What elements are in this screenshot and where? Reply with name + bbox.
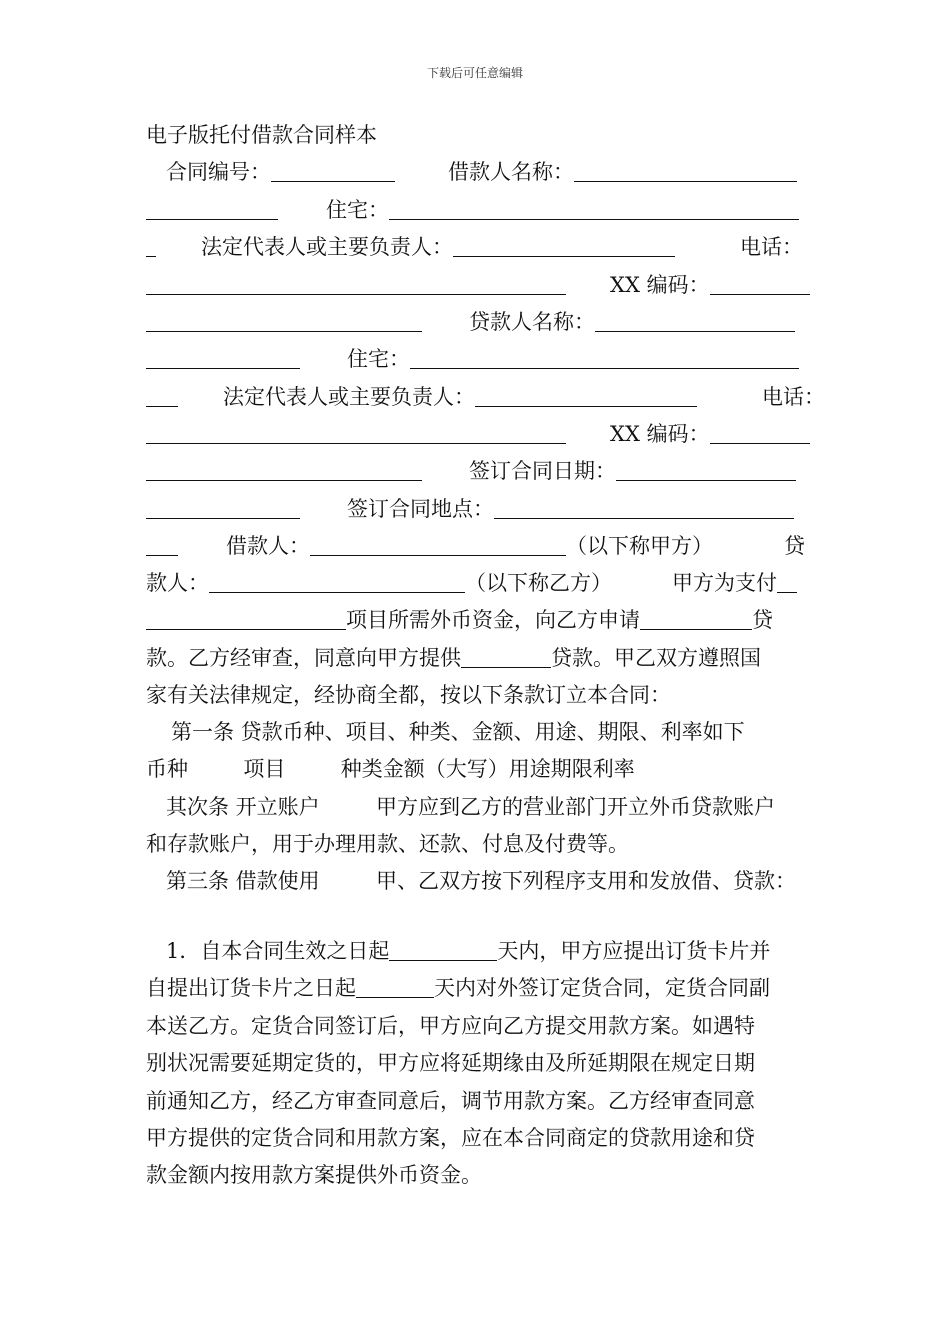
lender-name-row (146, 307, 422, 337)
contract-no-blank[interactable] (271, 159, 395, 182)
approval-row (146, 643, 761, 673)
col-currency: 币种 (146, 757, 188, 781)
party-a-pay-text: 甲方为支付 (672, 571, 777, 595)
lender-postcode-field (610, 419, 810, 449)
item-1-days-blank-2[interactable] (356, 975, 434, 998)
borrower-phone-row (146, 270, 566, 300)
lender-postcode-blank-cont[interactable] (146, 458, 422, 481)
project-text-end: 贷 (752, 608, 773, 632)
borrower-legal-rep-blank[interactable] (453, 234, 675, 257)
col-others: 种类金额（大写）用途期限利率 (340, 757, 635, 781)
item-1-text-a: 自本合同生效之日起 (200, 939, 390, 963)
sign-place-label: 签订合同地点： (347, 497, 494, 521)
borrower-legal-rep-field (201, 232, 675, 262)
project-text: 项目所需外币资金，向乙方申请 (346, 608, 640, 632)
borrower-label: 借款人： (226, 534, 310, 558)
item-1-line-7: 款金额内按用款方案提供外币资金。 (146, 1163, 482, 1187)
item-1-first-line (166, 936, 770, 966)
borrower-phone-blank[interactable] (146, 272, 566, 295)
item-1-line-6: 甲方提供的定货合同和用款方案，应在本合同商定的贷款用途和贷 (146, 1126, 755, 1150)
borrower-residence-label: 住宅： (326, 198, 389, 222)
sign-date-blank[interactable] (616, 458, 796, 481)
lender-residence-blank[interactable] (410, 346, 799, 369)
borrower-party-row (146, 531, 178, 561)
col-project: 项目 (243, 757, 286, 781)
borrower-legal-rep-row (146, 232, 156, 262)
article-2-text: 甲方应到乙方的营业部门开立外币贷款账户 (376, 795, 775, 819)
sign-date-blank-cont[interactable] (146, 496, 300, 519)
approved-amount-blank[interactable] (461, 645, 551, 668)
party-a-pay-field (672, 568, 797, 598)
item-1-text-d: 天内对外签订定货合同，定货合同副 (434, 976, 770, 1000)
borrower-postcode-label: XX 编码： (610, 273, 710, 297)
lender-label: 款人： (146, 571, 209, 595)
project-blank[interactable] (146, 607, 346, 630)
approval-text: 款。乙方经审查，同意向甲方提供 (146, 646, 461, 670)
sign-place-blank-cont[interactable] (146, 533, 178, 556)
borrower-blank[interactable] (310, 533, 566, 556)
sign-place-field (347, 494, 794, 524)
article-1: 第一条 贷款币种、项目、种类、金额、用途、期限、利率如下 (171, 720, 745, 744)
borrower-residence-field (326, 195, 799, 225)
lender-blank[interactable] (209, 570, 465, 593)
sign-place-blank[interactable] (494, 496, 794, 519)
lender-name-label: 贷款人名称： (469, 310, 595, 334)
lender-residence-row (146, 344, 300, 374)
borrower-legal-rep-label: 法定代表人或主要负责人： (201, 235, 453, 259)
item-1-second-line (146, 973, 770, 1003)
borrower-name-blank[interactable] (574, 159, 797, 182)
item-1-text-c: 自提出订货卡片之日起 (146, 976, 356, 1000)
article-2-title: 其次条 开立账户 (166, 795, 320, 819)
lender-party-row (146, 568, 612, 598)
lender-phone-label: 电话： (762, 385, 825, 409)
lender-first-char: 贷 (784, 534, 805, 558)
lender-postcode-label: XX 编码： (610, 422, 710, 446)
sign-date-field (469, 456, 796, 486)
contract-no-label: 合同编号： (166, 160, 271, 184)
party-a-pay-blank[interactable] (777, 570, 797, 593)
borrower-postcode-blank-cont[interactable] (146, 309, 422, 332)
article-2-text-cont: 和存款账户，用于办理用款、还款、付息及付费等。 (146, 832, 629, 856)
item-1-number: 1． (166, 939, 201, 963)
lender-legal-rep-field (223, 382, 697, 412)
sign-date-label: 签订合同日期： (469, 459, 616, 483)
borrower-party-field (226, 531, 713, 561)
lender-phone-row (146, 419, 566, 449)
lender-legal-rep-label: 法定代表人或主要负责人： (223, 385, 475, 409)
lender-phone-blank[interactable] (146, 421, 566, 444)
sign-date-row (146, 456, 422, 486)
item-1-days-blank[interactable] (389, 938, 497, 961)
item-1-line-4: 别状况需要延期定货的，甲方应将延期缘由及所延期限在规定日期 (146, 1051, 755, 1075)
article-3-text: 甲、乙双方按下列程序支用和发放借、贷款： (376, 869, 796, 893)
lender-postcode-blank[interactable] (710, 421, 810, 444)
borrower-residence-blank[interactable] (389, 197, 799, 220)
borrower-name-blank-cont[interactable] (146, 197, 278, 220)
lender-name-blank[interactable] (595, 309, 795, 332)
borrower-phone-label: 电话： (740, 235, 803, 259)
lender-residence-label: 住宅： (347, 347, 410, 371)
lender-residence-blank-cont[interactable] (146, 384, 178, 407)
lender-name-blank-cont[interactable] (146, 346, 300, 369)
page-header: 下载后可任意编辑 (426, 66, 523, 80)
agreement-text: 家有关法律规定，经协商全都，按以下条款订立本合同： (146, 683, 671, 707)
borrower-residence-blank-cont[interactable] (146, 234, 156, 257)
article-1-columns (146, 754, 635, 784)
contract-no-row (166, 157, 395, 187)
borrower-name-row (448, 157, 797, 187)
party-b-note: （以下称乙方） (465, 571, 612, 595)
lender-residence-field (347, 344, 799, 374)
approval-text-end: 贷款。甲乙双方遵照国 (551, 646, 761, 670)
loan-amount-blank[interactable] (640, 607, 752, 630)
item-1-text-b: 天内，甲方应提出订货卡片并 (497, 939, 771, 963)
project-row (146, 605, 773, 635)
document-title: 电子版托付借款合同样本 (146, 123, 377, 147)
party-a-note: （以下称甲方） (566, 534, 713, 558)
borrower-name-label: 借款人名称： (448, 160, 574, 184)
lender-legal-rep-blank[interactable] (475, 384, 697, 407)
borrower-postcode-field (610, 270, 810, 300)
borrower-residence-row (146, 195, 278, 225)
lender-name-field (469, 307, 795, 337)
item-1-line-5: 前通知乙方，经乙方审查同意后，调节用款方案。乙方经审查同意 (146, 1089, 755, 1113)
item-1-line-3: 本送乙方。定货合同签订后，甲方应向乙方提交用款方案。如遇特 (146, 1014, 755, 1038)
sign-place-row (146, 494, 300, 524)
borrower-postcode-blank[interactable] (710, 272, 810, 295)
lender-legal-rep-row (146, 382, 178, 412)
article-3-title: 第三条 借款使用 (166, 869, 320, 893)
